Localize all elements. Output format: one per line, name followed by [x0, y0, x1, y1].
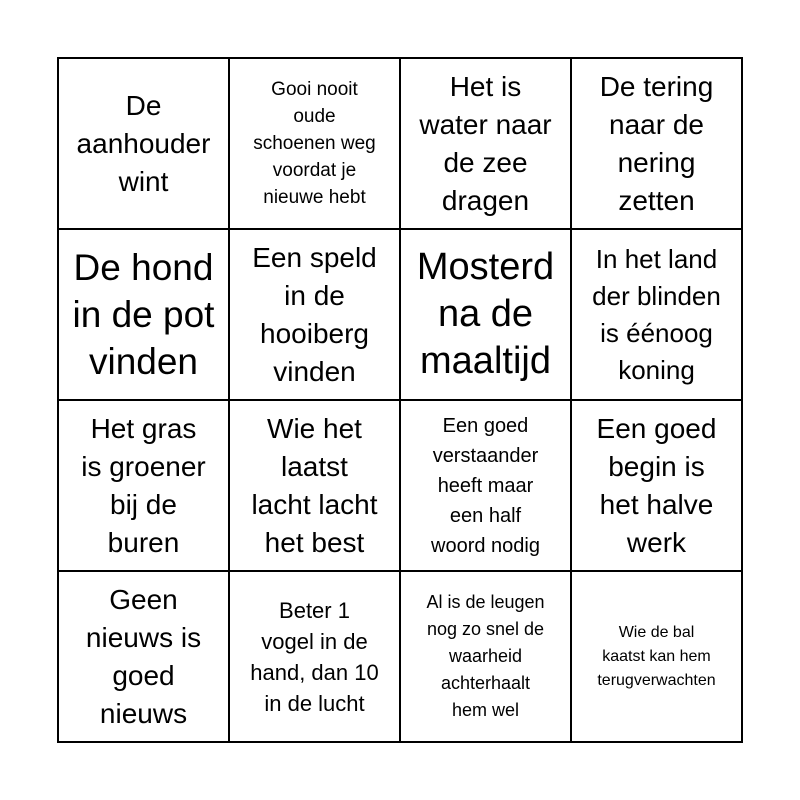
bingo-cell[interactable] — [400, 229, 571, 400]
bingo-cell[interactable] — [229, 571, 400, 742]
cell-text: Al is de leugen nog zo snel de waarheid achterhaalt hem wel — [426, 592, 545, 720]
cell-text: Een speld in de hooiberg vinden — [252, 241, 377, 387]
cell-text: Gooi nooit oude schoenen weg voordat je nieuwe hebt — [253, 79, 376, 208]
cell-text: Een goed begin is het halve werk — [596, 412, 717, 558]
bingo-cell[interactable] — [571, 229, 742, 400]
cell-text: In het land der blinden is éénoog koning — [592, 243, 721, 385]
bingo-cell[interactable] — [571, 400, 742, 571]
bingo-cell[interactable] — [400, 571, 571, 742]
bingo-cell[interactable] — [400, 58, 571, 229]
bingo-board — [57, 57, 743, 743]
cell-text: Mosterd na de maaltijd — [416, 246, 555, 382]
cell-text: Beter 1 vogel in de hand, dan 10 in de lucht — [250, 597, 379, 716]
bingo-cell[interactable] — [571, 571, 742, 742]
cell-text: Het gras is groener bij de buren — [81, 412, 206, 558]
bingo-cell[interactable] — [229, 400, 400, 571]
bingo-cell[interactable] — [229, 229, 400, 400]
cell-text: Geen nieuws is goed nieuws — [85, 583, 202, 729]
bingo-cell[interactable] — [58, 58, 229, 229]
cell-text: De tering naar de nering zetten — [599, 70, 714, 216]
cell-text: De hond in de pot vinden — [72, 247, 215, 382]
bingo-cell[interactable] — [400, 400, 571, 571]
cell-text: De aanhouder wint — [76, 89, 211, 197]
cell-text: Wie de bal kaatst kan hem terugverwachten — [597, 623, 716, 689]
bingo-cell[interactable] — [229, 58, 400, 229]
bingo-cell[interactable] — [58, 229, 229, 400]
bingo-cell[interactable] — [58, 571, 229, 742]
bingo-cell[interactable] — [58, 400, 229, 571]
bingo-cell[interactable] — [571, 58, 742, 229]
cell-text: Een goed verstaander heeft maar een half woord nodig — [431, 414, 540, 557]
cell-text: Wie het laatst lacht lacht het best — [251, 412, 378, 558]
cell-text: Het is water naar de zee dragen — [419, 70, 552, 216]
